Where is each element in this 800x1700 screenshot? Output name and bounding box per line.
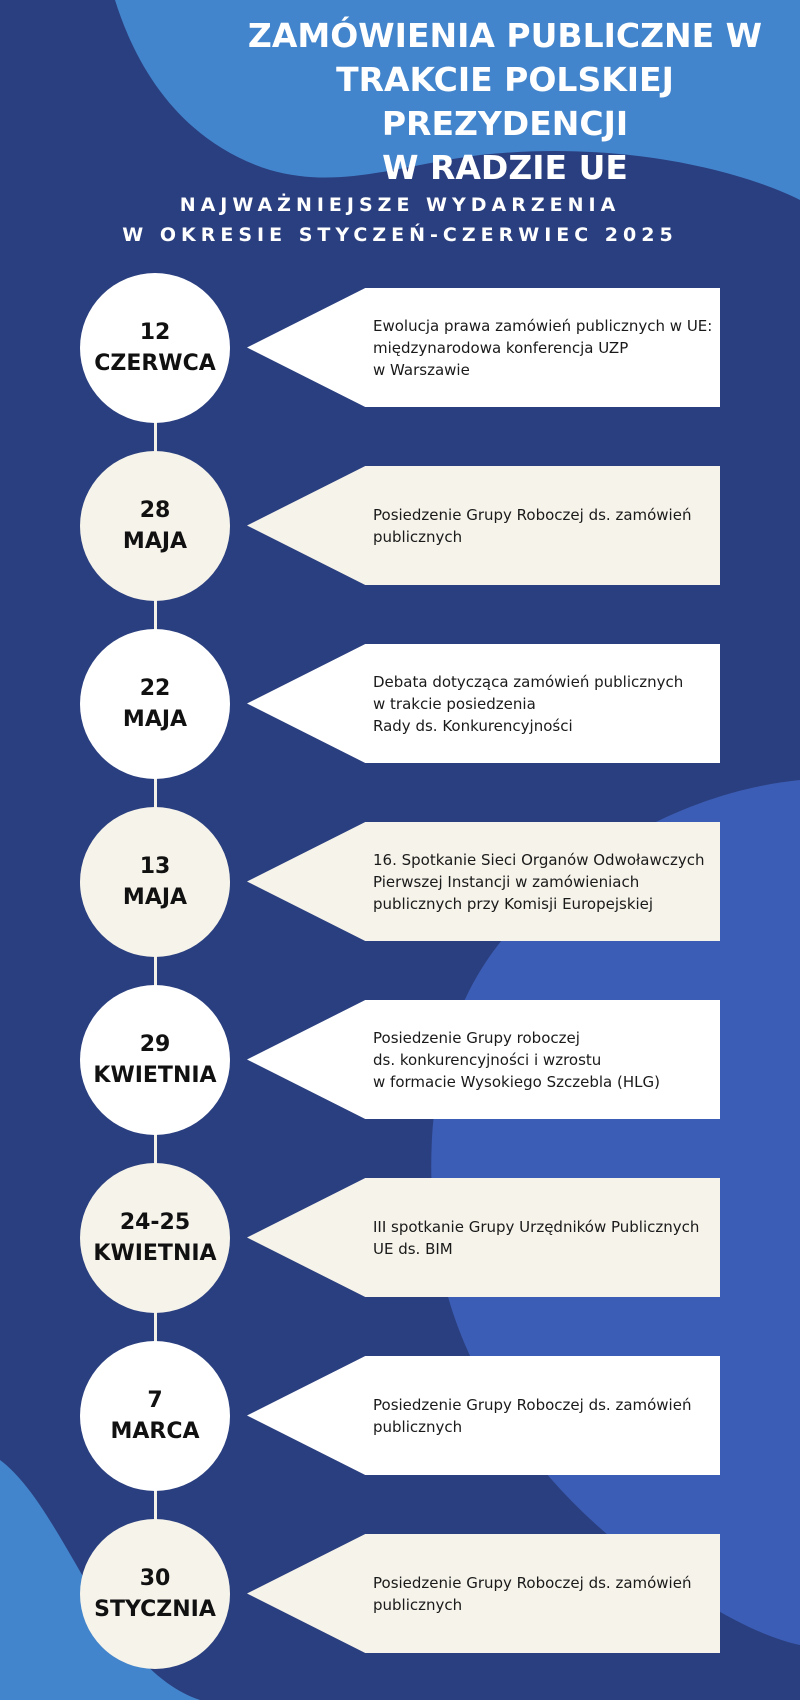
event-description: Posiedzenie Grupy Roboczej ds. zamówień publicznych xyxy=(373,505,692,546)
timeline-event xyxy=(0,1519,800,1669)
event-month: MARCA xyxy=(110,1419,200,1444)
event-month: CZERWCA xyxy=(94,351,216,376)
event-day: 29 xyxy=(139,1032,171,1057)
event-month: MAJA xyxy=(122,529,188,554)
event-month: KWIETNIA xyxy=(93,1241,217,1266)
date-circle xyxy=(80,629,230,779)
timeline-event xyxy=(0,985,800,1135)
event-description: Posiedzenie Grupy roboczej ds. konkurencyjności i wzrostu w formacie Wysokiego Szczebla (HLG) xyxy=(373,1028,660,1091)
event-description: 16. Spotkanie Sieci Organów Odwoławczych Pierwszej Instancji w zamówieniach publicznych przy Komisji Europejskiej xyxy=(373,850,705,913)
page-title: ZAMÓWIENIA PUBLICZNE W TRAKCIE POLSKIEJ PREZYDENCJI W RADZIE UE xyxy=(247,16,763,187)
event-day: 30 xyxy=(139,1566,171,1591)
timeline-event xyxy=(0,1341,800,1491)
date-circle xyxy=(80,1341,230,1491)
event-day: 22 xyxy=(139,676,171,701)
date-circle xyxy=(80,1163,230,1313)
timeline-event xyxy=(0,807,800,957)
event-description: III spotkanie Grupy Urzędników Publicznych UE ds. BIM xyxy=(373,1217,700,1258)
event-description: Ewolucja prawa zamówień publicznych w UE: międzynarodowa konferencja UZP w Warszawie xyxy=(373,316,713,379)
timeline-event xyxy=(0,1163,800,1313)
event-day: 28 xyxy=(139,498,171,523)
date-circle xyxy=(80,451,230,601)
page-subtitle: NAJWAŻNIEJSZE WYDARZENIA W OKRESIE STYCZEŃ-CZERWIEC 2025 xyxy=(122,194,678,246)
event-month: KWIETNIA xyxy=(93,1063,217,1088)
timeline-event xyxy=(0,273,800,423)
event-month: MAJA xyxy=(122,885,188,910)
event-description: Posiedzenie Grupy Roboczej ds. zamówień publicznych xyxy=(373,1395,692,1436)
event-description: Debata dotycząca zamówień publicznych w trakcie posiedzenia Rady ds. Konkurencyjności xyxy=(373,672,684,735)
event-day: 24-25 xyxy=(119,1210,191,1235)
event-month: MAJA xyxy=(122,707,188,732)
event-day: 12 xyxy=(139,320,171,345)
date-circle xyxy=(80,1519,230,1669)
date-circle xyxy=(80,807,230,957)
timeline-event xyxy=(0,451,800,601)
event-day: 7 xyxy=(147,1388,163,1413)
date-circle xyxy=(80,273,230,423)
event-description: Posiedzenie Grupy Roboczej ds. zamówień publicznych xyxy=(373,1573,692,1614)
date-circle xyxy=(80,985,230,1135)
event-day: 13 xyxy=(139,854,171,879)
timeline-event xyxy=(0,629,800,779)
event-month: STYCZNIA xyxy=(94,1597,216,1622)
